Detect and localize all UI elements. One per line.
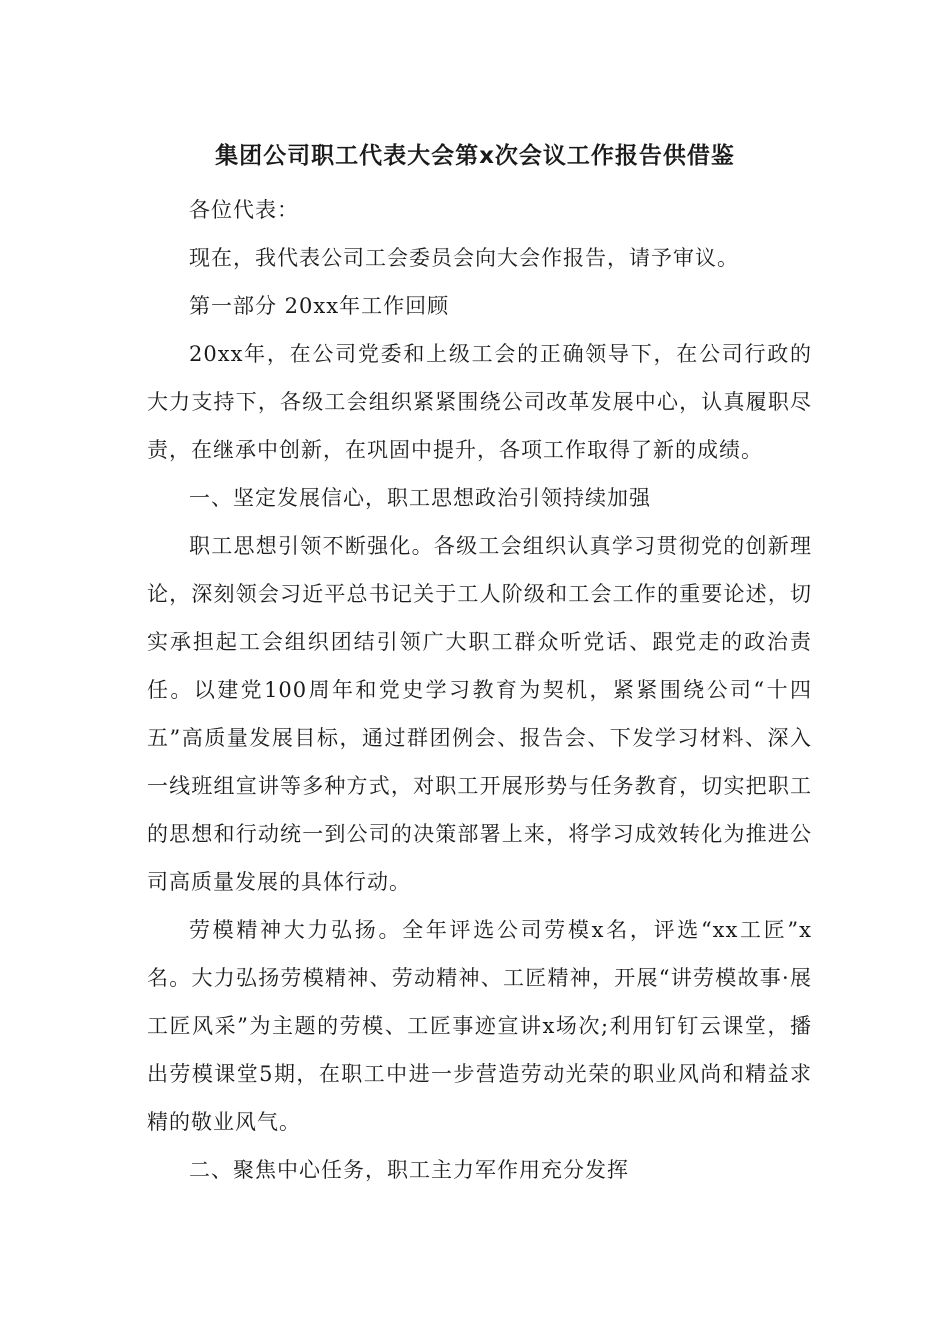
body-paragraph: 劳模精神大力弘扬。全年评选公司劳模x名，评选“xx工匠”x名。大力弘扬劳模精神、劳动精神、工匠精神，开展“讲劳模故事·展工匠风采”为主题的劳模、工匠事迹宣讲x场次;利用钉钉云课堂，播出劳模课堂5期，在职工中进一步营造劳动光荣的职业风尚和精益求精的敬业风气。: [147, 918, 812, 1134]
body-paragraph: 职工思想引领不断强化。各级工会组织认真学习贯彻党的创新理论，深刻领会习近平总书记关于工人阶级和工会工作的重要论述，切实承担起工会组织团结引领广大职工群众听党话、跟党走的政治责任。以建党100周年和党史学习教育为契机，紧紧围绕公司“十四五”高质量发展目标，通过群团例会、报告会、下发学习材料、深入一线班组宣讲等多种方式，对职工开展形势与任务教育，切实把职工的思想和行动统一到公司的决策部署上来，将学习成效转化为推进公司高质量发展的具体行动。: [147, 534, 812, 894]
body-paragraph: 20xx年，在公司党委和上级工会的正确领导下，在公司行政的大力支持下，各级工会组织紧紧围绕公司改革发展中心，认真履职尽责，在继承中创新，在巩固中提升，各项工作取得了新的成绩。: [147, 342, 812, 462]
document-title: 集团公司职工代表大会第x次会议工作报告供借鉴: [215, 143, 735, 169]
intro-paragraph: 现在，我代表公司工会委员会向大会作报告，请予审议。: [189, 246, 739, 270]
subsection-heading: 二、聚焦中心任务，职工主力军作用充分发挥: [189, 1158, 629, 1182]
salutation: 各位代表：: [189, 198, 299, 222]
section-heading: 第一部分 20xx年工作回顾: [189, 294, 450, 318]
subsection-heading: 一、坚定发展信心，职工思想政治引领持续加强: [189, 486, 651, 510]
document-body: [147, 186, 812, 1194]
